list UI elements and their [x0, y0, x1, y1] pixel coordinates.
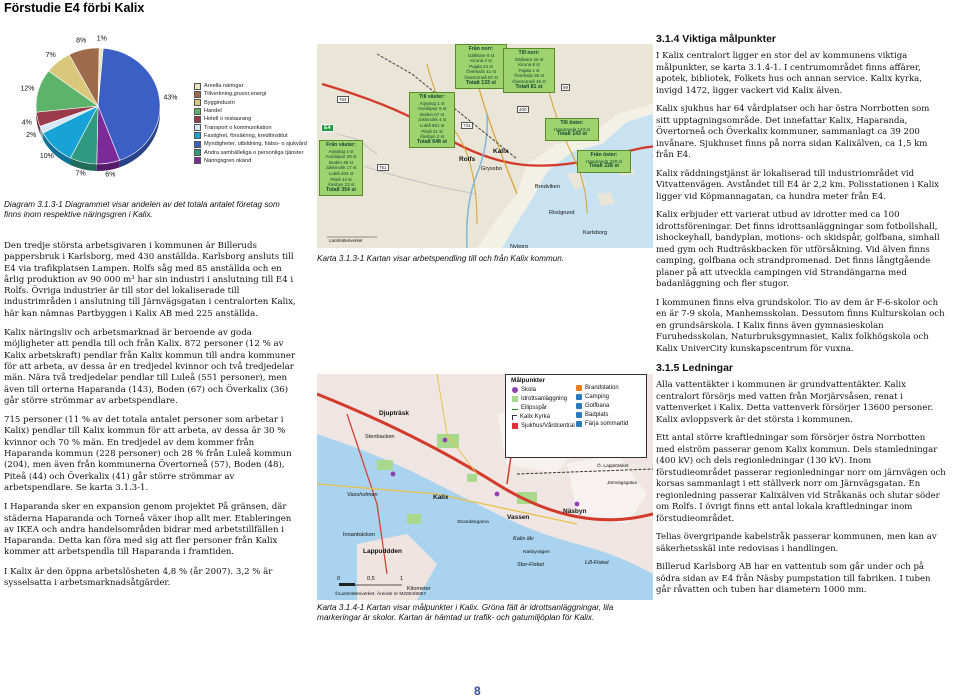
- document-title: Förstudie E4 förbi Kalix: [4, 1, 145, 15]
- road-number: 761: [379, 165, 387, 170]
- track-icon: [512, 409, 518, 410]
- commute-line: Gällivare 15 st: [514, 56, 544, 62]
- place-kalix: Kalix: [493, 148, 509, 155]
- commute-line: Arjeplog 4 st: [328, 148, 354, 154]
- legend-swatch: [194, 83, 201, 90]
- place-nyborg: Nyborg: [510, 244, 529, 248]
- legend-item: [194, 115, 307, 123]
- place-djuptrask: Djupträsk: [379, 410, 409, 417]
- hospital-icon: [512, 423, 518, 429]
- commute-line: Boden 48 st: [328, 159, 354, 165]
- place-o-lapptrasket: Ö. Lappträsket: [597, 464, 629, 469]
- scale-tick: 0: [337, 576, 341, 582]
- school-icon: [512, 387, 518, 393]
- legend-label: Tillverkning,gruvor,energi: [204, 91, 267, 98]
- place-vassholmen: Vassholmen: [347, 492, 378, 498]
- pie-legend: [194, 82, 307, 165]
- place-innanbacken: Innanbäcken: [343, 532, 376, 538]
- golf-icon: [576, 403, 582, 409]
- legend-item: [194, 99, 307, 107]
- commute-line: Jokkmokk 17 st: [325, 165, 357, 171]
- right-text-column: [656, 31, 946, 604]
- commute-line: Luleå 204 st: [328, 170, 354, 176]
- pie-slice-label: 43%: [163, 94, 178, 102]
- legend-swatch: [194, 132, 201, 139]
- commute-line: Haparanda 143 st: [554, 126, 590, 132]
- body-paragraph: Kalix räddningstjänst är lokaliserad till industriområdet vid Vitvattenvägen. Avståndet till E4 är 2,2 km. Polisstationen i Kalix ligger vid Köpmannagatan, ca hundra meter från E4.: [656, 168, 939, 202]
- commute-box-fran-vaster: Från väster: Arjeplog 4 st Arvidsjaur 20 st Boden 48 st Jokkmokk 17 st Luleå 204 st Piteå 44 st Älvsbyn 23 st Totalt 354 st: [319, 140, 363, 196]
- legend-label: Kalix Kyrka: [520, 414, 551, 420]
- scale-unit: Kilometer: [407, 586, 431, 592]
- pie-slice-label: 2%: [26, 131, 37, 139]
- commute-map-caption: Karta 3.1.3-1 Kartan visar arbetspendling till och från Kalix kommun.: [317, 254, 565, 263]
- body-paragraph: Den tredje största arbetsgivaren i kommunen är Billeruds pappersbruk i Karlsborg, med 430 anställda. Karlsborg ansluts till E4 via trafikplatsen Lampen. Rolfs såg med 85 anställda och en årlig produktion av 90 000 m³ har sin industri i anslutning till E4 i Rolfs. Övriga industrier är till stor del lokaliserade till industrimråden i anslutning till Järnvägsgatan i centralorten Kalix, här kan nämnas Partbyggen i Kalix AB med 225 anställda.: [4, 241, 296, 319]
- body-paragraph: Ett antal större kraftledningar som försörjer östra Norrbotten med elström passerar genom Kalix kommun. Dels stamledningar (400 kV) och dels regionledningar (130 kV). Inom förstudieområdet passerar regionledningar norr om järnvägen och korsas sammanlagt i ett ställverk norr om Järnvägsgatan. En regionledning passerar Kalixälven vid Stråkanäs och slutar söder om Rolfs. I övrigt finns ett antal lokala kraftledningar inom förstudieområdet.: [656, 433, 946, 524]
- place-lill-fisket: Lill-Fisket: [585, 560, 609, 566]
- body-paragraph: Kalix näringsliv och arbetsmarknad är beroende av goda möjligheter att pendla till och från Kalix. 872 personer (12 % av Kalix arbetskraft) pendlar från Kalix kommun till andra kommuner för att arbeta, av dessa är en tredjedel kvinnor och två tredjedelar män. Nära två tredjedelar pendlar till Luleå (551 personer), men även till orterna Haparanda (143), Boden (67) och Överkalix (36) går större strömmar av arbetspendlare.: [4, 328, 296, 406]
- body-paragraph: I kommunen finns elva grundskolor. Tio av dem är F-6-skolor och en är 7-9 skola, Manhemsskolan. Dessutom finns Kulturskolan och en grundsärskola. I Kalix finns även gymnasieskolan Furuhedsskolan, Naturbruksgymnasiet, Kalix folkhögskola och Kalix UniverCity kunskapscentrum för vuxna.: [656, 297, 945, 354]
- left-text-column: [4, 241, 304, 597]
- legend-item: [512, 414, 550, 420]
- commute-box-till-oster: Till öster: Haparanda 143 st Totalt 143 st: [545, 118, 599, 141]
- place-kalix-alv: Kalix älv: [513, 536, 534, 542]
- legend-swatch: [194, 116, 201, 123]
- scale-tick: 0,5: [367, 576, 375, 582]
- legend-label: Sjukhus/Vårdcentral: [521, 423, 575, 429]
- section-heading: 3.1.5 Ledningar: [656, 362, 734, 374]
- pie-slice-label: 12%: [20, 85, 35, 93]
- commute-line: Arjeplog 1 st: [419, 100, 445, 106]
- commute-line: Älvsbyn 23 st: [327, 182, 355, 188]
- commute-line: Arvidsjaur 20 st: [325, 154, 357, 160]
- destinations-map-legend: [505, 374, 647, 458]
- legend-swatch: [194, 108, 201, 115]
- commute-line: Kiruna 2 st: [470, 58, 492, 64]
- pie-slice-label: 7%: [45, 51, 56, 59]
- road-number: 764: [339, 97, 347, 102]
- legend-label: Golfbana: [585, 403, 610, 409]
- legend-item: [512, 396, 567, 402]
- place-rolfs: Rolfs: [459, 156, 476, 163]
- commute-box-till-norr: Till norr: Gällivare 15 st Kiruna 8 st Pajala 1 st Överkalix 36 st Övertorneå 16 st Totalt 81 st: [503, 48, 555, 93]
- legend-item: [194, 140, 307, 148]
- pie-chart: [0, 28, 205, 200]
- legend-item: [194, 157, 307, 165]
- body-paragraph: I Kalix centralort ligger en stor del av kommunens viktiga målpunkter, se karta 3.1.4-1. I centrumområdet finns affärer, apotek, bibliotek, Folkets hus och annan service. Kalix kyrka, invigd 1472, ligger vackert vid Kalix älven.: [656, 51, 922, 96]
- pie-caption: Diagram 3.1.3-1 Diagrammet visar andelen av det totala antalet företag som finns inom respektive näringsgren i Kalix.: [4, 200, 280, 219]
- pie-slice-label: 10%: [39, 152, 54, 160]
- commute-map: [317, 44, 653, 248]
- swim-icon: [576, 412, 582, 418]
- legend-label: Ellipsspår: [521, 405, 548, 411]
- body-paragraph: I Haparanda sker en expansion genom projektet På gränsen, där städerna Haparanda och Torneå växer ihop allt mer. Etableringen av IKEA och andra handelsområden bidrar med arbetstillfällen i Haparanda. Detta kan föra med sig att fler personer från Kalix kommer att arbetspendla till Haparanda i framtiden.: [4, 502, 292, 558]
- body-paragraph: Telias övergripande kabelstråk passerar kommunen, men kan av säkerhetsskäl inte redovisas i handlingen.: [656, 532, 937, 554]
- commute-line: Pajala 24 st: [469, 63, 493, 69]
- legend-label: Hotell o restaurang: [204, 116, 252, 123]
- church-icon: [512, 415, 517, 420]
- legend-item: [512, 405, 547, 411]
- commute-line: Piteå 44 st: [330, 176, 352, 182]
- ferry-icon: [576, 421, 582, 427]
- body-paragraph: Alla vattentäkter i kommunen är grundvattentäkter. Kalix centralort försörjs med vatten från Morjärvsåsen, renat i vattenverket i Kalix. Detta vattenverk försörjer 13600 personer. Kalix avloppsverk är det största i kommunen.: [656, 380, 934, 425]
- commute-line: Övertorneå 16 st: [512, 78, 546, 84]
- pie-slice-label: 6%: [105, 171, 116, 179]
- legend-item: [512, 423, 575, 429]
- road-number: 99: [563, 85, 569, 90]
- commute-line: Luleå 551 st: [419, 122, 445, 128]
- place-nasbyvagen: Näsbyvägen: [523, 550, 550, 555]
- camping-icon: [576, 394, 582, 400]
- pie-chart-svg: [0, 28, 205, 200]
- commute-line: Kiruna 8 st: [518, 62, 540, 68]
- pie-slice-label: 4%: [21, 119, 32, 127]
- fire-icon: [576, 385, 582, 391]
- legend-label: Färja sommartid: [585, 421, 629, 427]
- place-gryssbo: Gryssbo: [481, 166, 502, 172]
- body-paragraph: I Kalix är den öppna arbetslösheten 4,8 % (år 2007). 3,2 % är sysselsatta i arbetsmarknadsåtgärder.: [4, 566, 273, 589]
- place-strandangarna: Strandängarna: [457, 520, 489, 525]
- legend-item: [194, 148, 307, 156]
- road-e4-label: E4: [321, 124, 334, 132]
- legend-item: [194, 90, 307, 98]
- legend-label: Badplats: [585, 412, 609, 418]
- legend-item: [194, 107, 307, 115]
- commute-line: Gällivare 8 st: [467, 52, 495, 58]
- place-stenbacken: Stenbacken: [365, 434, 395, 440]
- legend-label: Näringsgren okänd: [204, 157, 252, 164]
- legend-label: Idrottsanläggning: [521, 396, 568, 402]
- legend-swatch: [194, 124, 201, 131]
- pie-slice-label: 1%: [96, 35, 107, 43]
- place-bredviken: Bredviken: [535, 184, 560, 190]
- place-kalix: Kalix: [433, 494, 449, 501]
- legend-item: [576, 403, 609, 409]
- commute-line: Överkalix 41 st: [466, 69, 496, 75]
- road-number: 731: [463, 123, 471, 128]
- legend-item: [576, 385, 619, 391]
- commute-box-fran-oster: Från öster: Haparanda 228 st Totalt 228 st: [577, 150, 631, 173]
- legend-item: [512, 387, 536, 393]
- commute-map-credit: Lantmäteriverket: [329, 238, 363, 243]
- place-risogrund: Risögrund: [549, 210, 575, 216]
- legend-swatch: [194, 141, 201, 148]
- legend-swatch: [194, 157, 201, 164]
- pie-slice-label: 8%: [76, 37, 87, 45]
- place-vassen: Vassen: [507, 514, 530, 521]
- section-heading: 3.1.4 Viktiga målpunkter: [656, 33, 777, 45]
- legend-label: Transport o kommunikation: [204, 124, 272, 131]
- commute-line: Jokkmokk 4 st: [417, 117, 447, 123]
- commute-line: Överkalix 36 st: [514, 73, 544, 79]
- legend-item: [194, 82, 307, 90]
- body-paragraph: 715 personer (11 % av det totala antalet personer som arbetar i Kalix) pendlar till Kalix kommun för att arbeta, av dessa är 30 % kvinnor och 70 % män. En tredjedel av dem kommer från Haparanda kommun (228 personer) och 28 % från Luleå kommun (204), men även från kommunerna Övertorneå (57), Boden (48), Piteå (44) och Överkalix (41) går större strömmar av arbetspendlare. Se karta 3.1.3-1.: [4, 415, 292, 493]
- sport-icon: [512, 396, 518, 402]
- commute-line: Haparanda 228 st: [586, 158, 622, 164]
- legend-label: Skola: [521, 387, 537, 393]
- legend-swatch: [194, 149, 201, 156]
- body-paragraph: Kalix erbjuder ett varierat utbud av idrotter med ca 100 idrottsföreningar. Det finns idrottsanläggningar som fotbollshall, ishockeyhall, bandyplan, motions- och skidspår, golfbana, simhall med gym och Rudträskbacken för utförsåkning. Vid älven finns camping, golfbana och strandpromenad. Det finns långtgående planer på att utveckla campingen vid Strandängarna med badanläggning och fler stugor.: [656, 210, 940, 289]
- commute-line: Piteå 21 st: [421, 128, 443, 134]
- commute-line: Boden 67 st: [419, 111, 445, 117]
- legend-label: Areella näringar: [204, 83, 244, 90]
- legend-label: Andra samhälleliga o personliga tjänster: [204, 149, 304, 156]
- destinations-map-caption: Karta 3.1.4-1 Kartan visar målpunkter i Kalix. Gröna fält är idrottsanläggningar, lila markeringar är skolor. Kartan är hämtad ur trafik- och gatumiljöplan för Kalix.: [317, 603, 614, 622]
- body-paragraph: Billerud Karlsborg AB har en vattentub som går under och på södra sidan av E4 från Näsby pumpstation till fabriken. I tuben går råvatten och tuben har diametern 1000 mm.: [656, 562, 931, 595]
- pie-slice-label: 7%: [75, 170, 86, 178]
- legend-item: [576, 394, 609, 400]
- commute-line: Övertorneå 57 st: [464, 74, 498, 80]
- commute-line: Älvsbyn 2 st: [419, 134, 445, 140]
- legend-item: [194, 132, 307, 140]
- legend-item: [576, 421, 628, 427]
- legend-label: Fastighet, försäkring, kreditinstitut: [204, 132, 288, 139]
- legend-swatch: [194, 99, 201, 106]
- legend-label: Handel: [204, 108, 222, 115]
- place-lappuddden: Lappuddden: [363, 548, 402, 555]
- road-number: 400: [519, 107, 527, 112]
- legend-title: Målpunkter: [511, 377, 546, 384]
- legend-swatch: [194, 91, 201, 98]
- place-jarnvagsgatan: Järnvägsgatan: [607, 480, 638, 485]
- commute-line: Pajala 1 st: [518, 67, 540, 73]
- place-karlsborg: Karlsborg: [583, 230, 607, 236]
- map-copyright: ©Lantmäteriverket. Ärende nr M2004/5067: [335, 592, 426, 597]
- commute-line: Arvidsjaur 5 st: [417, 106, 447, 112]
- legend-label: Camping: [585, 394, 610, 400]
- body-paragraph: Kalix sjukhus har 64 vårdplatser och har östra Norrbotten som sitt upptagningsområde. Det innefattar Kalix, Haparanda, Övertorneå och Överkalix kommuner, sammanlagt ca 39 200 invånare. Sjukhuset finns på norra sidan Kalixälven, ca 1,5 km från E4.: [656, 104, 930, 160]
- commute-box-fran-norr: Från norr: Gällivare 8 st Kiruna 2 st Pajala 24 st Överkalix 41 st Övertorneå 57 st Totalt 133 st: [455, 44, 507, 89]
- legend-label: Myndigheter, utbildning, hälso- o sjukvård: [204, 141, 307, 148]
- legend-label: Brandstation: [585, 385, 619, 391]
- legend-item: [576, 412, 608, 418]
- legend-label: Byggindustri: [204, 99, 235, 106]
- scale-tick: 1: [400, 576, 404, 582]
- legend-item: [194, 123, 307, 131]
- commute-box-till-vaster: Till väster: Arjeplog 1 st Arvidsjaur 5 st Boden 67 st Jokkmokk 4 st Luleå 551 st Piteå 21 st Älvsbyn 2 st Totalt 648 st: [409, 92, 455, 148]
- place-nasbyn: Näsbyn: [563, 508, 587, 515]
- page-number: 8: [474, 684, 481, 698]
- place-stor-fisket: Stor-Fisket: [517, 562, 544, 568]
